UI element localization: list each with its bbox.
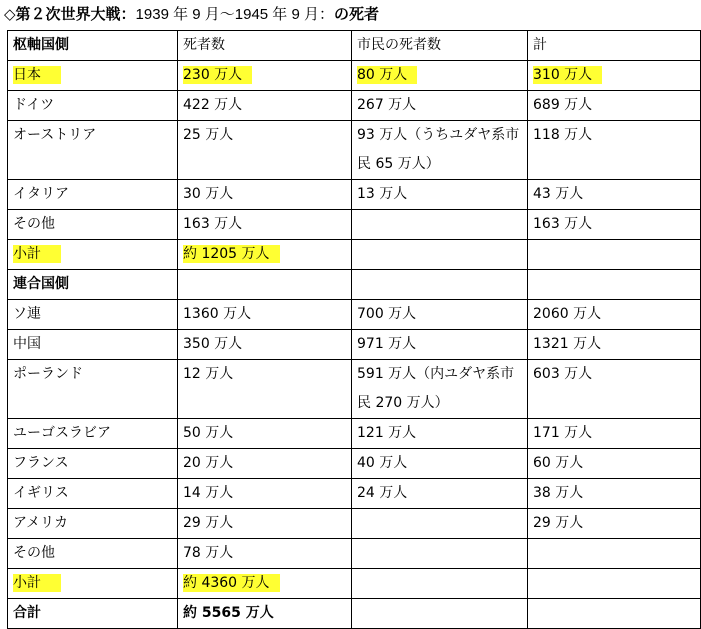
table-row <box>8 360 701 419</box>
total-cell: 118 万人 <box>528 121 701 180</box>
title-prefix: ◇第２次世界大戦： <box>4 5 136 23</box>
deaths-cell: 350 万人 <box>178 330 352 360</box>
table-row <box>8 539 701 569</box>
civilians-cell: 267 万人 <box>352 91 528 121</box>
country-name: 日本 <box>13 66 61 84</box>
empty-cell <box>352 569 528 599</box>
total-cell: 171 万人 <box>528 419 701 449</box>
empty-cell <box>528 270 701 300</box>
table-row <box>8 509 701 539</box>
total-cell: 689 万人 <box>528 91 701 121</box>
allies-heading: 連合国側 <box>8 270 178 300</box>
deaths-cell: 29 万人 <box>178 509 352 539</box>
grand-total-value: 約 5565 万人 <box>178 599 352 629</box>
total-cell <box>528 539 701 569</box>
title-period: 1939 年 9 月～1945 年 9 月： <box>135 6 334 23</box>
table-row <box>8 180 701 210</box>
civilians-cell: 700 万人 <box>352 300 528 330</box>
country-name: オーストリア <box>8 121 178 180</box>
empty-cell <box>528 569 701 599</box>
table-row <box>8 61 701 91</box>
country-name: ソ連 <box>8 300 178 330</box>
empty-cell <box>352 599 528 629</box>
total-cell: 29 万人 <box>528 509 701 539</box>
table-row <box>8 330 701 360</box>
empty-cell <box>528 240 701 270</box>
table-row <box>8 479 701 509</box>
empty-cell <box>528 599 701 629</box>
empty-cell <box>352 270 528 300</box>
total-cell: 43 万人 <box>528 180 701 210</box>
table-row <box>8 419 701 449</box>
table-header-row <box>8 31 701 61</box>
civilians-cell: 93 万人（うちユダヤ系市民 65 万人） <box>352 121 528 180</box>
header-axis: 枢軸国側 <box>8 31 178 61</box>
deaths-cell: 422 万人 <box>178 91 352 121</box>
country-name: アメリカ <box>8 509 178 539</box>
casualties-table <box>7 30 701 629</box>
civilians-cell: 971 万人 <box>352 330 528 360</box>
country-name: ポーランド <box>8 360 178 419</box>
total-cell: 1321 万人 <box>528 330 701 360</box>
table-row <box>8 300 701 330</box>
page-title <box>4 4 379 25</box>
empty-cell <box>352 240 528 270</box>
deaths-cell: 30 万人 <box>178 180 352 210</box>
total-cell: 163 万人 <box>528 210 701 240</box>
country-name: 中国 <box>8 330 178 360</box>
deaths-cell: 25 万人 <box>178 121 352 180</box>
deaths-cell: 230 万人 <box>183 66 252 84</box>
civilians-cell: 591 万人（内ユダヤ系市民 270 万人） <box>352 360 528 419</box>
header-total: 計 <box>528 31 701 61</box>
civilians-cell <box>352 210 528 240</box>
subtotal-row <box>8 569 701 599</box>
country-name: イギリス <box>8 479 178 509</box>
subtotal-value: 約 1205 万人 <box>183 245 280 263</box>
deaths-cell: 78 万人 <box>178 539 352 569</box>
grand-total-label: 合計 <box>8 599 178 629</box>
deaths-cell: 163 万人 <box>178 210 352 240</box>
civilians-cell: 13 万人 <box>352 180 528 210</box>
country-name: フランス <box>8 449 178 479</box>
country-name: その他 <box>8 539 178 569</box>
subtotal-label: 小計 <box>13 245 61 263</box>
table-row <box>8 210 701 240</box>
country-name: ユーゴスラビア <box>8 419 178 449</box>
civilians-cell <box>352 539 528 569</box>
country-name: その他 <box>8 210 178 240</box>
table-row <box>8 449 701 479</box>
subtotal-row <box>8 240 701 270</box>
civilians-cell: 40 万人 <box>352 449 528 479</box>
header-deaths: 死者数 <box>178 31 352 61</box>
civilians-cell <box>352 509 528 539</box>
total-cell: 310 万人 <box>533 66 602 84</box>
total-cell: 60 万人 <box>528 449 701 479</box>
country-name: イタリア <box>8 180 178 210</box>
country-name: ドイツ <box>8 91 178 121</box>
total-cell: 603 万人 <box>528 360 701 419</box>
civilians-cell: 80 万人 <box>357 66 417 84</box>
total-cell: 2060 万人 <box>528 300 701 330</box>
deaths-cell: 20 万人 <box>178 449 352 479</box>
subtotal-label: 小計 <box>13 574 61 592</box>
grand-total-row <box>8 599 701 629</box>
table-row <box>8 91 701 121</box>
header-civilians: 市民の死者数 <box>352 31 528 61</box>
title-suffix: の死者 <box>333 5 379 23</box>
subtotal-value: 約 4360 万人 <box>183 574 280 592</box>
deaths-cell: 50 万人 <box>178 419 352 449</box>
deaths-cell: 12 万人 <box>178 360 352 419</box>
deaths-cell: 1360 万人 <box>178 300 352 330</box>
deaths-cell: 14 万人 <box>178 479 352 509</box>
section-heading-row <box>8 270 701 300</box>
table-row <box>8 121 701 180</box>
civilians-cell: 121 万人 <box>352 419 528 449</box>
civilians-cell: 24 万人 <box>352 479 528 509</box>
total-cell: 38 万人 <box>528 479 701 509</box>
empty-cell <box>178 270 352 300</box>
